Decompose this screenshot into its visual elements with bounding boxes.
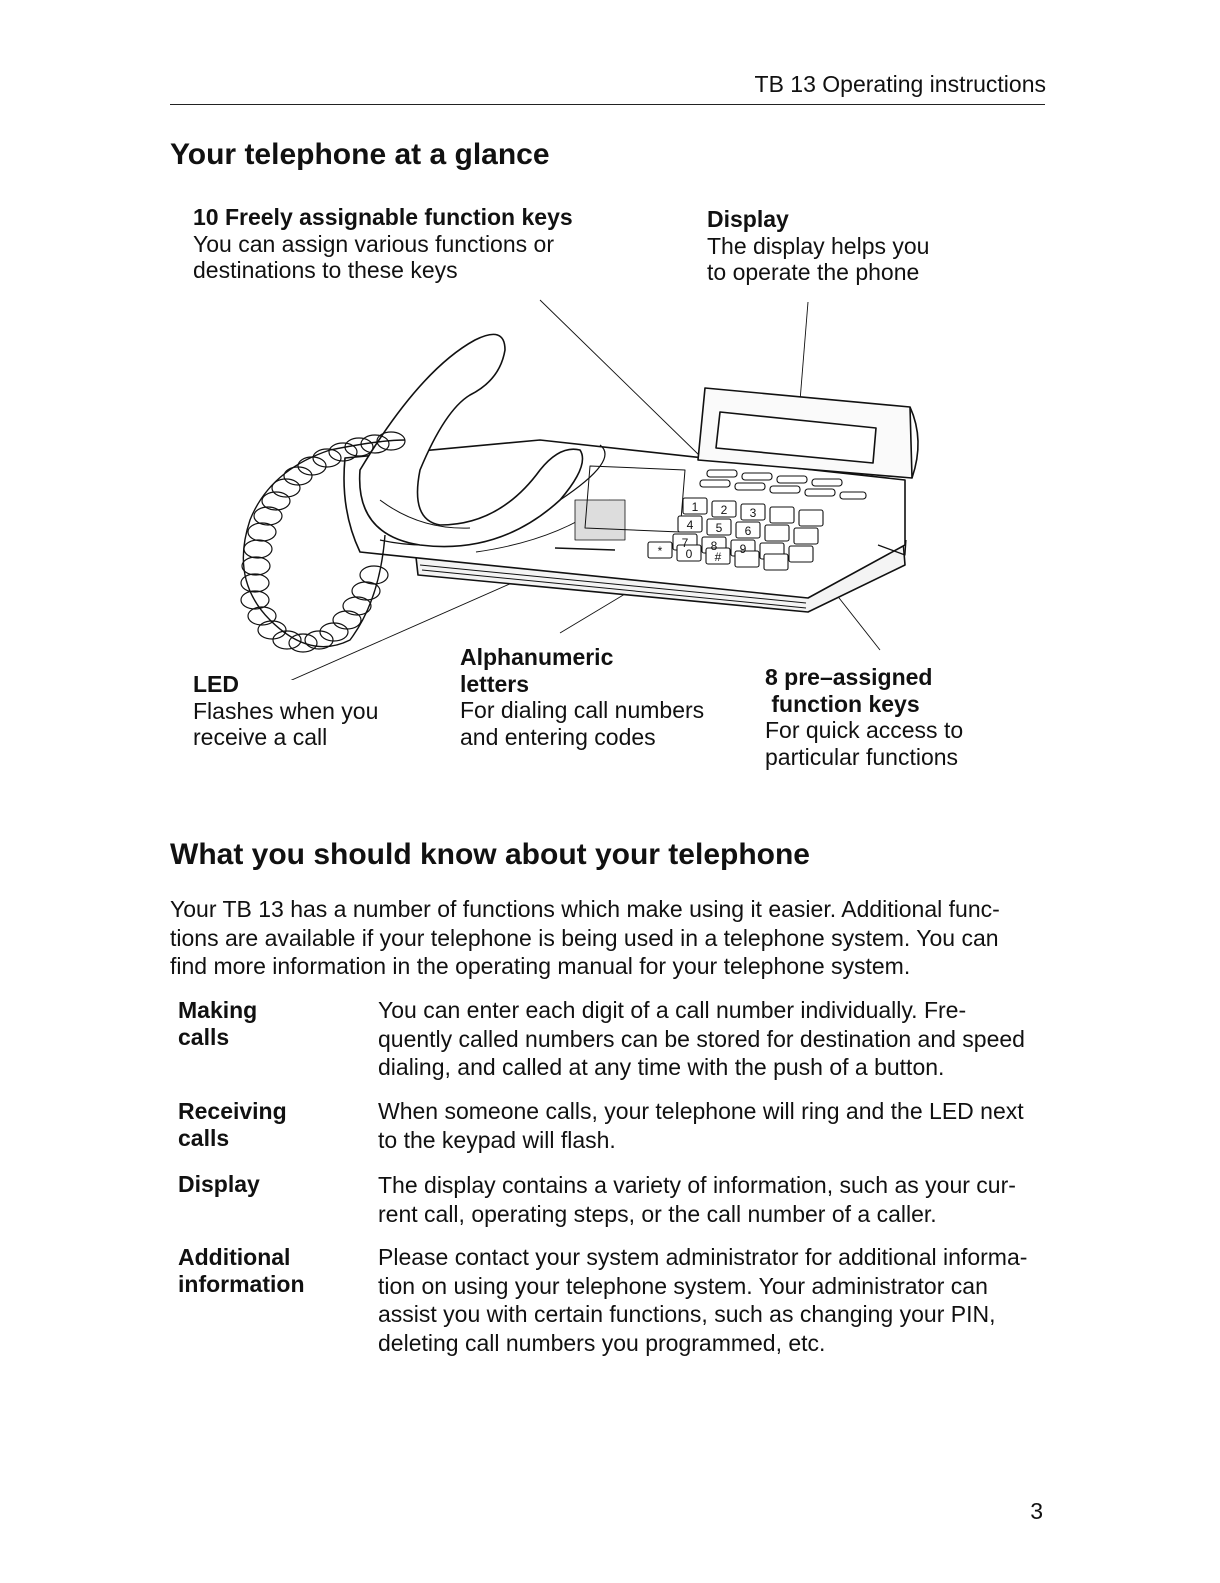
feature-term-line: Receiving: [178, 1098, 287, 1124]
intro-line: find more information in the operating manual for your telephone system.: [170, 953, 911, 979]
key-label: 5: [715, 521, 723, 535]
callout-alphanumeric-line: For dialing call numbers: [460, 697, 705, 723]
key-label: 4: [686, 518, 694, 532]
feature-term-line: Additional: [178, 1244, 291, 1270]
feature-text-receiving-calls: [378, 1097, 1024, 1154]
callout-alphanumeric-title: letters: [460, 670, 530, 697]
callout-alphanumeric-title: Alphanumeric: [460, 644, 614, 670]
feature-term-additional-info: [178, 1244, 305, 1298]
leader-line-function-keys: [540, 300, 700, 456]
key-label: 8: [710, 539, 718, 553]
key-label: 1: [691, 500, 699, 514]
callout-preassigned-title: function keys: [765, 690, 920, 717]
telephone-illustration: [150, 290, 950, 680]
key-label: *: [657, 544, 663, 558]
feature-text-line: deleting call numbers you programmed, etc.: [378, 1329, 826, 1356]
key-label: 3: [749, 506, 757, 520]
callout-display: [707, 206, 929, 286]
callout-alphanumeric-line: and entering codes: [460, 723, 656, 750]
intro-line: Your TB 13 has a number of functions which make using it easier. Additional func-: [170, 896, 1000, 922]
feature-term-line: information: [178, 1271, 305, 1297]
callout-preassigned-line: For quick access to: [765, 717, 964, 743]
feature-text-line: quently called numbers can be stored for destination and speed: [378, 1025, 1025, 1052]
feature-text-line: assist you with certain functions, such as changing your PIN,: [378, 1301, 996, 1327]
intro-line: tions are available if your telephone is being used in a telephone system. You can: [170, 924, 999, 951]
callout-display-line: to operate the phone: [707, 259, 920, 285]
feature-text-making-calls: [378, 996, 1025, 1082]
key-label: 2: [720, 503, 728, 517]
page-number: 3: [1030, 1498, 1043, 1524]
feature-text-line: tion on using your telephone system. Your administrator can: [378, 1272, 988, 1299]
callout-led: [193, 671, 378, 751]
feature-text-line: rent call, operating steps, or the call number of a caller.: [378, 1200, 937, 1227]
header-rule: [170, 104, 1045, 105]
key-label: 7: [681, 536, 689, 550]
section-heading-glance: Your telephone at a glance: [170, 138, 550, 171]
feature-text-line: You can enter each digit of a call number individually. Fre-: [378, 997, 967, 1023]
feature-term-line: calls: [178, 1024, 230, 1050]
key-label: 9: [739, 542, 747, 556]
callout-preassigned: [765, 664, 963, 770]
running-header: TB 13 Operating instructions: [754, 71, 1046, 97]
callout-led-line: receive a call: [193, 724, 328, 750]
feature-text-line: The display contains a variety of information, such as your cur-: [378, 1172, 1016, 1198]
callout-preassigned-line: particular functions: [765, 743, 959, 770]
speaker-grille: [575, 500, 625, 540]
callout-led-line: Flashes when you: [193, 697, 379, 724]
callout-function-keys-title: 10 Freely assignable function keys: [193, 204, 573, 230]
intro-paragraph: [170, 895, 1050, 981]
feature-term-line: Display: [178, 1171, 260, 1197]
callout-preassigned-title: 8 pre–assigned: [765, 664, 933, 690]
callout-display-line: The display helps you: [707, 232, 930, 259]
feature-text-line: When someone calls, your telephone will ring and the LED next: [378, 1098, 1024, 1124]
key-label: 0: [685, 547, 693, 561]
callout-display-title: Display: [707, 206, 789, 232]
callout-function-keys-line: destinations to these keys: [193, 257, 458, 283]
callout-function-keys-line: You can assign various functions or: [193, 230, 554, 257]
feature-term-making-calls: [178, 997, 257, 1051]
feature-text-line: dialing, and called at any time with the push of a button.: [378, 1054, 945, 1080]
feature-text-line: Please contact your system administrator for additional informa-: [378, 1244, 1028, 1270]
section-heading-know: What you should know about your telephone: [170, 838, 810, 871]
callout-function-keys: [193, 204, 573, 284]
feature-term-display: [178, 1171, 260, 1198]
feature-text-additional-info: [378, 1243, 1027, 1357]
feature-term-line: Making: [178, 997, 258, 1023]
feature-text-display: [378, 1171, 1016, 1228]
feature-text-line: to the keypad will flash.: [378, 1126, 616, 1153]
feature-term-line: calls: [178, 1125, 230, 1151]
key-label: #: [714, 550, 722, 564]
callout-led-title: LED: [193, 671, 239, 697]
callout-alphanumeric: [460, 644, 704, 750]
feature-term-receiving-calls: [178, 1098, 287, 1152]
key-label: 6: [744, 524, 752, 538]
